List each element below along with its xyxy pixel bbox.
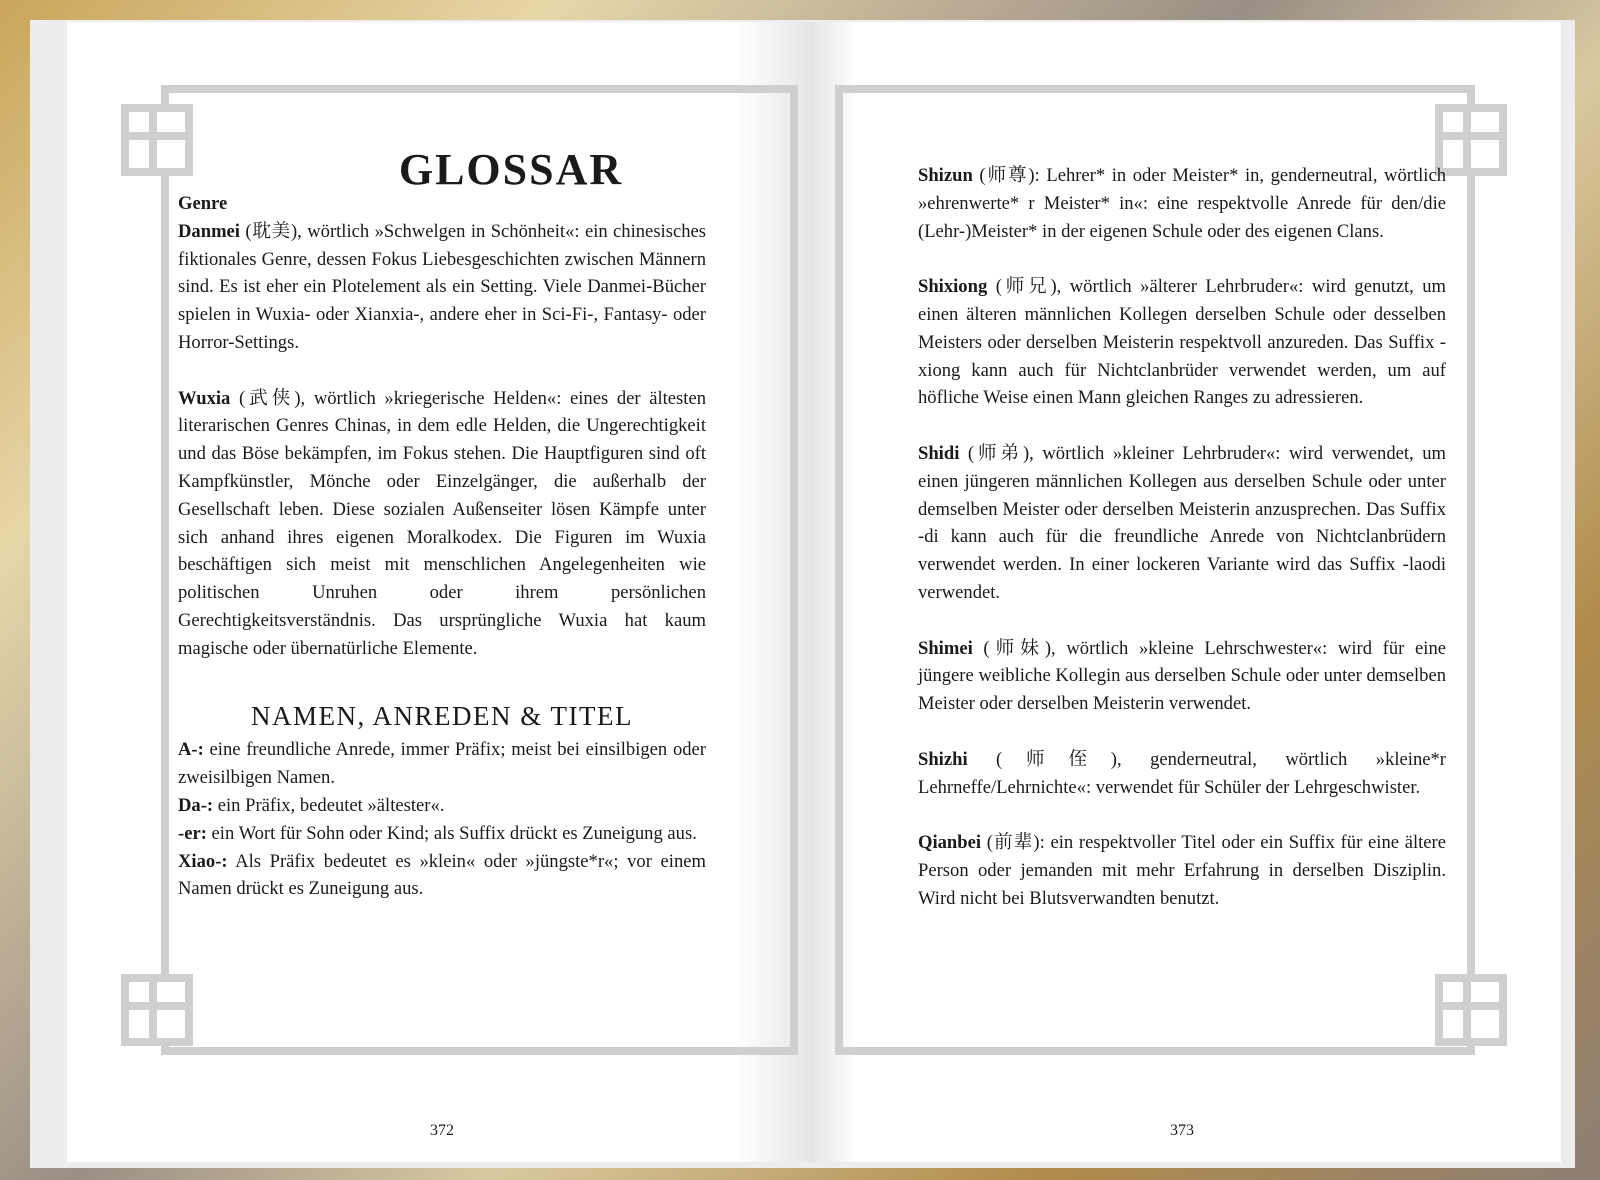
left-page [67,22,811,1162]
section-heading-names: NAMEN, ANREDEN & TITEL [251,700,633,731]
glossary-entry: A-: eine freundliche Anrede, immer Präfix; meist bei einsilbigen oder zweisilbigen Namen. [178,739,706,789]
glossary-entry: -er: ein Wort für Sohn oder Kind; als Suffix drückt es Zuneigung aus. [178,822,697,844]
glossary-entry: Da-: ein Präfix, bedeutet »ältester«. [178,794,445,816]
corner-ornament [121,104,193,176]
page-title: GLOSSAR [398,145,624,194]
glossary-entry: Xiao-: Als Präfix bedeutet es »klein« oder »jüngste*r«; vor einem Namen drückt es Zuneigung aus. [178,850,706,900]
right-page [811,22,1561,1162]
glossary-entry: Qianbei (前辈): ein respektvoller Titel oder ein Suffix für eine ältere Person oder jemanden mit mehr Erfahrung in derselben Disziplin. Wird nicht bei Blutsverwandten benutzt. [918,832,1446,909]
glossary-entry: Shidi (师弟), wörtlich »kleiner Lehrbruder«: wird verwendet, um einen jüngeren männlichen Kollegen aus derselben Schule oder unter demselben Meister oder derselben Meisterin anzusprechen. Das Suffix -di kann auch für die freundliche Anrede von Nichtclanbrüdern verwendet werden. In einer lockeren Variante wird das Suffix -laodi verwendet. [918,442,1446,603]
glossary-entry: Shizun (师尊): Lehrer* in oder Meister* in, genderneutral, wörtlich »ehrenwerte* r Meister* in«: eine respektvolle Anrede für den/die (Lehr-)Meister* in der eigenen Schule oder des eigenen Clans. [918,165,1446,242]
glossary-entry: Shixiong (师兄), wörtlich »älterer Lehrbruder«: wird genutzt, um einen älteren männlichen Kollegen derselben Schule oder desselben Meisters oder derselben Meisterin respektvoll anzureden. Das Suffix -xiong kann auch für Nichtclanbrüder verwendet werden, um auf höfliche Weise einen Mann gleichen Ranges zu adressieren. [918,276,1446,409]
page-number: 372 [430,1122,454,1139]
section-heading-genre: Genre [178,193,228,214]
glossary-entry: Wuxia (武侠), wörtlich »kriegerische Helden«: eines der ältesten literarischen Genres Chinas, in dem edle Helden, die Ungerechtigkeit und das Böse bekämpfen, im Fokus stehen. Die Hauptfiguren sind oft Kampfkünstler, Mönche oder Einzelgänger, die außerhalb der Gesellschaft leben. Diese sozialen Außenseiter lösen Kämpfe unter sich anhand ihres eigenen Moralkodex. Die Figuren im Wuxia beschäftigen sich meist mit menschlichen Angelegenheiten wie politischen Unruhen oder ihrem persönlichen Gerechtigkeitsverständnis. Das ursprüngliche Wuxia hat kaum magische oder übernatürliche Elemente. [178,387,706,659]
page-number: 373 [1170,1122,1194,1139]
glossary-entry: Shimei (师妹), wörtlich »kleine Lehrschwester«: wird für eine jüngere weibliche Kollegin aus derselben Schule oder unter demselben Meister oder derselben Meisterin verwendet. [918,637,1446,715]
glossary-entry: Shizhi (师侄), genderneutral, wörtlich »kleine*r Lehrneffe/Lehrnichte«: verwendet für Schüler der Lehrgeschwister. [918,748,1446,798]
glossary-entry: Danmei (耽美), wörtlich »Schwelgen in Schönheit«: ein chinesisches fiktionales Genre, dessen Fokus Liebesgeschichten zwischen Männern sind. Es ist eher ein Plotelement als ein Setting. Viele Danmei-Bücher spielen in Wuxia- oder Xianxia-, andere eher in Sci-Fi-, Fantasy- oder Horror-Settings. [178,220,706,353]
corner-ornament [121,974,193,1046]
corner-ornament [1435,974,1507,1046]
